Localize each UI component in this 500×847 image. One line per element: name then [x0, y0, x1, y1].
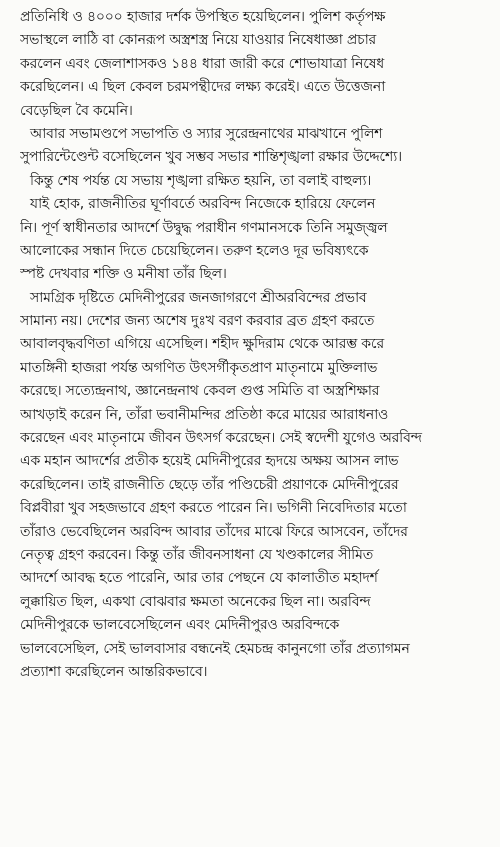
text-line: আদর্শে আবদ্ধ হতে পারেনি, আর তার পেছনে যে কালাতীত মহাদর্শ	[20, 570, 378, 587]
text-line: সামান্য নয়। দেশের জন্য অশেষ দুঃখ বরণ করবার ব্রত গ্রহণ করতে	[20, 313, 375, 330]
text-line: এক মহান আদর্শের প্রতীক হয়েই মেদিনীপুরের হৃদয়ে অক্ষয় আসন লাভ	[20, 453, 399, 470]
text-line: সভাস্থলে লাঠি বা কোনরূপ অস্ত্রশস্ত্র নিয়ে যাওয়ার নিষেধাজ্ঞা প্রচার	[20, 32, 377, 49]
text-line: করেছিলেন। এ ছিল কেবল চরমপন্থীদের লক্ষ্য করেই। এতে উত্তেজনা	[20, 79, 386, 96]
paragraph-start-line: আবার সভামণ্ডপে সভাপতি ও স্যার সুরেন্দ্রনাথের মাঝখানে পুলিশ	[30, 125, 383, 142]
text-line: আখড়াই করেন নি, তাঁরা ভবানীমন্দির প্রতিষ্ঠা করে মায়ের আরাধনাও	[20, 406, 389, 423]
text-line: লুক্কায়িত ছিল, একথা বোঝবার ক্ষমতা অনেকের ছিল না। অরবিন্দ	[20, 593, 371, 610]
text-line: নি। পূর্ণ স্বাধীনতার আদর্শে উদ্বুদ্ধ পরাধীন গণমানসকে তিনি সমুজ্জ্বল	[20, 219, 388, 236]
text-line: মাতঙ্গিনী হাজরা পর্যন্ত অগণিত উৎসর্গীকৃতপ্রাণ মাতৃনামে মুক্তিলাভ	[20, 359, 378, 376]
text-line: করেছে। সত্যেন্দ্রনাথ, জ্ঞানেন্দ্রনাথ কেবল গুপ্ত সমিতি বা অস্ত্রশিক্ষার	[20, 383, 380, 400]
text-line: করেছেন এবং মাতৃনামে জীবন উৎসর্গ করেছেন। সেই স্বদেশী যুগেও অরবিন্দ	[20, 430, 422, 447]
text-line: ভালবেসেছিল, সেই ভালবাসার বন্ধনেই হেমচন্দ্র কানুনগো তাঁর প্রত্যাগমন	[20, 640, 410, 657]
text-line: প্রত্যাশা করেছিলেন আন্তরিকভাবে।	[20, 663, 208, 680]
text-line: প্রতিনিধি ও ৪০০০ হাজার দর্শক উপস্থিত হয়েছিলেন। পুলিশ কর্তৃপক্ষ	[20, 9, 386, 25]
text-line: বিপ্লবীরা খুব সহজভাবে গ্রহণ করতে পারেন নি। ভগিনী নিবেদিতার মতো	[20, 500, 407, 517]
text-line: মেদিনীপুরকে ভালবেসেছিলেন এবং মেদিনীপুরও অরবিন্দকে	[20, 617, 340, 634]
text-line: সুপারিন্টেণ্ডেন্ট বসেছিলেন খুব সম্ভব সভার শান্তিশৃঙ্খলা রক্ষার উদ্দেশ্যে।	[20, 149, 402, 166]
text-line: আলোকের সন্ধান দিতে চেয়েছিলেন। তরুণ হলেও দূর ভবিষ্যৎকে	[20, 242, 369, 259]
text-line: তাঁরাও ভেবেছিলেন অরবিন্দ আবার তাঁদের মাঝে ফিরে আসবেন, তাঁদের	[20, 523, 408, 540]
paragraph-start-line: সামগ্রিক দৃষ্টিতে মেদিনীপুরের জনজাগরণে শ্রীঅরবিন্দের প্রভাব	[30, 289, 367, 306]
paragraph-start-line: কিন্তু শেষ পর্যন্ত যে সভায় শৃঙ্খলা রক্ষিত হয়নি, তা বলাই বাহুল্য।	[30, 172, 372, 189]
text-line: করেছিলেন। তাই রাজনীতি ছেড়ে তাঁর পণ্ডিচেরী প্রয়াণকে মেদিনীপুরের	[20, 476, 399, 493]
paragraph-start-line: যাই হোক, রাজনীতির ঘূর্ণাবর্তে অরবিন্দ নিজেকে হারিয়ে ফেলেন	[30, 196, 376, 213]
text-line: স্পষ্ট দেখবার শক্তি ও মনীষা তাঁর ছিল।	[20, 266, 227, 283]
text-line: আবালবৃদ্ধবণিতা এগিয়ে এসেছিল। শহীদ ক্ষুদিরাম থেকে আরম্ভ করে	[20, 336, 385, 353]
text-line: বেড়েছিল বৈ কমেনি।	[20, 102, 133, 119]
text-line: করলেন এবং জেলাশাসকও ১৪৪ ধারা জারী করে শোভাযাত্রা নিষেধ	[20, 55, 385, 72]
text-line: নেতৃত্ব গ্রহণ করবেন। কিন্তু তাঁর জীবনসাধনা যে খণ্ডকালের সীমিত	[20, 546, 374, 563]
